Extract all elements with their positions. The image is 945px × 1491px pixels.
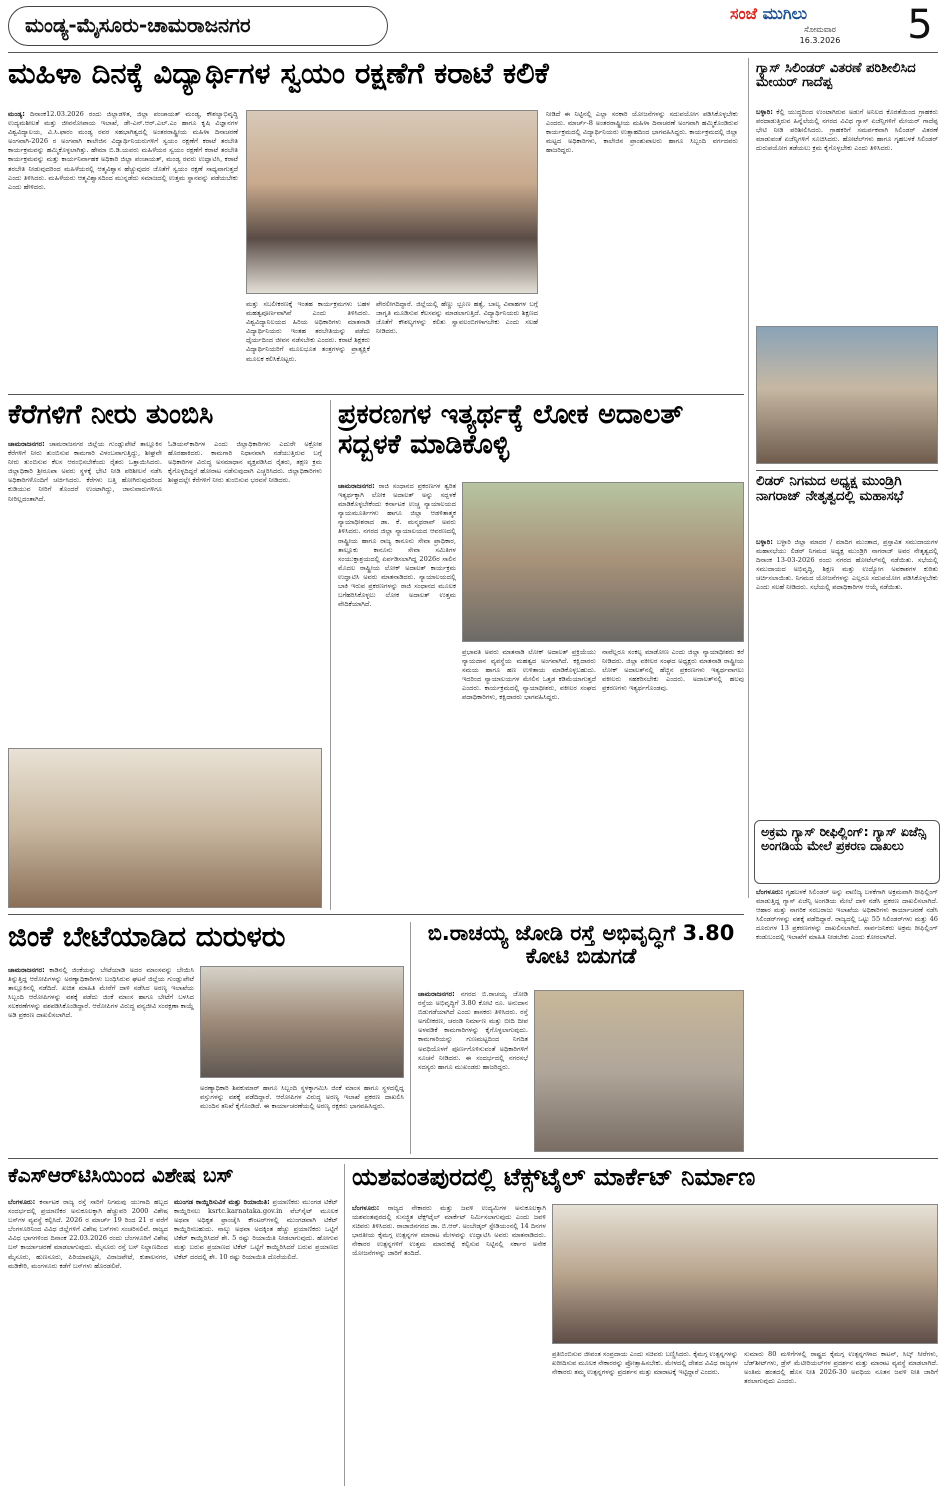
textile-col1-text: ರಾಜ್ಯದ ನೇಕಾರರು ಮತ್ತು ಜವಳಿ ಉದ್ಯಮಿಗಳ ಅನುಕೂಲಕ್ಕಾಗಿ ಯಶವಂತಪುರದಲ್ಲಿ ಸುಸಜ್ಜಿತ ಟೆಕ್ಸ್‌ಟೈಲ್ ಮಾರ್ಕೆಟ್ ನಿರ್ಮಿಸಲಾಗುವುದು ಎಂದು ಜವಳಿ ಸಚಿವರು ತಿಳಿಸಿದರು. ರಾಜಾಜಿನಗರದ ಡಾ. ಬಿ.ಆರ್. ಅಂಬೇಡ್ಕರ್ ಸ್ಟೇಡಿಯಂನಲ್ಲಿ 14 ದಿನಗಳ ಭಾರತೀಯ ಕೈಮಗ್ಗ ಉತ್ಪನ್ನಗಳ ಮಾರಾಟ ಮೇಳವನ್ನು ಉದ್ಘಾಟಿಸಿ ಅವರು ಮಾತನಾಡಿದರು. ನೇಕಾರರ ಉತ್ಪನ್ನಗಳಿಗೆ ಉತ್ತಮ ಮಾರುಕಟ್ಟೆ ಕಲ್ಪಿಸುವ ನಿಟ್ಟಿನಲ್ಲಿ ಸರ್ಕಾರ ಅನೇಕ ಯೋಜನೆಗಳನ್ನು ಜಾರಿಗೆ ತಂದಿದೆ.	[352, 1204, 546, 1258]
leader-body	[756, 538, 938, 814]
karate-dateline: ಮಂಡ್ಯ:	[8, 110, 25, 118]
issue-date: 16.3.2026	[799, 36, 841, 45]
textile-headline: ಯಶವಂತಪುರದಲ್ಲಿ ಟೆಕ್ಸ್‌ಟೈಲ್ ಮಾರ್ಕೆಟ್ ನಿರ್ಮಾಣ	[352, 1164, 756, 1191]
deer-body-text: ಕಾಡಿನಲ್ಲಿ ಜಿಂಕೆಯನ್ನು ಬೇಟೆಯಾಡಿ ಅದರ ಮಾಂಸವನ್ನು ಬೇಯಿಸಿ ತಿನ್ನುತ್ತಿದ್ದ ಆರೋಪಿಗಳನ್ನು ಅರಣ್ಯಾಧಿಕಾರಿಗಳು ಬಂಧಿಸಿರುವ ಘಟನೆ ಜಿಲ್ಲೆಯ ಗುಂಡ್ಲುಪೇಟೆ ತಾಲ್ಲೂಕಿನಲ್ಲಿ ನಡೆದಿದೆ. ಖಚಿತ ಮಾಹಿತಿ ಮೇರೆಗೆ ದಾಳಿ ನಡೆಸಿದ ಅರಣ್ಯ ಇಲಾಖೆಯ ಸಿಬ್ಬಂದಿ ಆರೋಪಿಗಳನ್ನು ವಶಕ್ಕೆ ಪಡೆದು ಜಿಂಕೆ ಮಾಂಸ ಹಾಗೂ ಬೇಟೆಗೆ ಬಳಸಿದ ಸಲಕರಣೆಗಳನ್ನು ವಶಪಡಿಸಿಕೊಂಡಿದ್ದಾರೆ. ಆರೋಪಿಗಳ ವಿರುದ್ಧ ವನ್ಯಜೀವಿ ಸಂರಕ್ಷಣಾ ಕಾಯ್ದೆ ಅಡಿ ಪ್ರಕರಣ ದಾಖಲಿಸಲಾಗಿದೆ.	[8, 966, 194, 1020]
leader-body-text: ಬಳ್ಳಾರಿ ಜಿಲ್ಲಾ ಮಾದರ / ಮಾದಿಗ ಮುಂತಾದ, ಪ್ರಸ್ತಾವಿತ ಸಮುದಾಯಗಳ ಮಹಾಸಭೆಯು ಲಿಡರ್ ನಿಗಮದ ಅಧ್ಯಕ್ಷ ಮುಂಡ್ರಿಗಿ ನಾಗರಾಜ್ ಅವರ ನೇತೃತ್ವದಲ್ಲಿ ದಿನಾಂಕ 13-03-2026 ರಂದು ನಗರದ ಹೋಟೆಲ್‌ನಲ್ಲಿ ನಡೆಯಿತು. ಸಭೆಯಲ್ಲಿ ಸಮುದಾಯದ ಅಭಿವೃದ್ಧಿ, ಶಿಕ್ಷಣ ಮತ್ತು ಉದ್ಯೋಗ ಅವಕಾಶಗಳ ಕುರಿತು ಚರ್ಚಿಸಲಾಯಿತು. ನಿಗಮದ ಯೋಜನೆಗಳನ್ನು ಎಲ್ಲರೂ ಸದುಪಯೋಗ ಪಡಿಸಿಕೊಳ್ಳಬೇಕು ಎಂದು ಸಲಹೆ ನೀಡಿದರು. ಸಭೆಯಲ್ಲಿ ಪದಾಧಿಕಾರಿಗಳ ಆಯ್ಕೆ ನಡೆಯಿತು.	[756, 538, 938, 592]
deer-caption: ಅರಣ್ಯಾಧಿಕಾರಿ ಶಿವಕುಮಾರ್ ಹಾಗೂ ಸಿಬ್ಬಂದಿ ಸ್ಥಳಕ್ಕಾಗಮಿಸಿ ಜಿಂಕೆ ಮಾಂಸ ಹಾಗೂ ಸ್ಥಳದಲ್ಲಿದ್ದ ವಸ್ತುಗಳನ್ನು ವಶಕ್ಕೆ ಪಡೆದಿದ್ದಾರೆ. ಆರೋಪಿಗಳ ವಿರುದ್ಧ ಅರಣ್ಯ ಇಲಾಖೆ ಪ್ರಕರಣ ದಾಖಲಿಸಿ ಮುಂದಿನ ತನಿಖೆ ಕೈಗೊಂಡಿದೆ. ಈ ಕಾರ್ಯಾಚರಣೆಯಲ್ಲಿ ಅರಣ್ಯ ರಕ್ಷಕರು ಭಾಗವಹಿಸಿದ್ದರು.	[200, 1084, 404, 1111]
column-divider	[330, 400, 331, 910]
region-title: ಮಂಡ್ಯ-ಮೈಸೂರು-ಚಾಮರಾಜನಗರ	[25, 13, 251, 37]
page-number: 5	[907, 2, 933, 48]
karate-body-col2: ಮತ್ತು ಸಬಲೀಕರಣಕ್ಕೆ ಇಂತಹ ಕಾರ್ಯಕ್ರಮಗಳು ಬಹಳ ಮಹತ್ವಪೂರ್ಣವಾಗಿವೆ ಎಂದು ತಿಳಿಸಿದರು. ವಿಶ್ವವಿದ್ಯಾನಿಲಯದ ಹಿರಿಯ ಅಧಿಕಾರಿಗಳು ಮಾತನಾಡಿ ವಿದ್ಯಾರ್ಥಿನಿಯರು ಇಂತಹ ತರಬೇತಿಯನ್ನು ಪಡೆದು ಧೈರ್ಯದಿಂದ ಜೀವನ ನಡೆಸಬೇಕು ಎಂದರು. ಕರಾಟೆ ಶಿಕ್ಷಕರು ವಿದ್ಯಾರ್ಥಿನಿಯರಿಗೆ ಮೂಲಭೂತ ತಂತ್ರಗಳನ್ನು ಪ್ರಾತ್ಯಕ್ಷಿಕೆ ಮೂಲಕ ಕಲಿಸಿಕೊಟ್ಟರು.	[246, 300, 370, 363]
gas-dateline: ಬಳ್ಳಾರಿ:	[756, 108, 773, 116]
leader-headline: ಲಿಡರ್ ನಿಗಮದ ಅಧ್ಯಕ್ಷ ಮುಂಡ್ರಿಗಿ ನಾಗರಾಜ್ ನೇತೃತ್ವದಲ್ಲಿ ಮಹಾಸಭೆ	[756, 474, 904, 504]
brand-sanje: ಸಂಜೆ	[730, 4, 757, 23]
issue-day: ಸೋಮವಾರ	[804, 25, 836, 34]
karate-body-col1	[8, 110, 238, 390]
lok-adalat-dateline: ಚಾಮರಾಜನಗರ:	[338, 482, 375, 490]
ksrtc-col2-text: ಪ್ರಯಾಣಿಕರು ಮುಂಗಡ ಟಿಕೆಟ್ ಕಾಯ್ದಿರಿಸಲು ksrtc.karnataka.gov.in ವೆಬ್‌ಸೈಟ್ ಮೂಲಕ ಅಥವಾ ಅಧಿಕೃತ ಫ್ರಾಂಚೈಸಿ ಕೌಂಟರ್‌ಗಳಲ್ಲಿ ಮುಂಗಡವಾಗಿ ಟಿಕೆಟ್ ಕಾಯ್ದಿರಿಸಬಹುದು. ನಾಲ್ಕು ಅಥವಾ ಅದಕ್ಕಿಂತ ಹೆಚ್ಚು ಪ್ರಯಾಣಿಕರು ಒಟ್ಟಿಗೆ ಟಿಕೆಟ್ ಕಾಯ್ದಿರಿಸಿದರೆ ಶೇ. 5 ರಷ್ಟು ರಿಯಾಯಿತಿ ನೀಡಲಾಗುವುದು. ಹೋಗುವ ಮತ್ತು ಬರುವ ಪ್ರಯಾಣದ ಟಿಕೆಟ್ ಒಟ್ಟಿಗೆ ಕಾಯ್ದಿರಿಸಿದರೆ ಬರುವ ಪ್ರಯಾಣದ ಟಿಕೆಟ್ ದರದಲ್ಲಿ ಶೇ. 10 ರಷ್ಟು ರಿಯಾಯಿತಿ ದೊರೆಯಲಿದೆ.	[174, 1198, 338, 1261]
road-body	[418, 990, 528, 1152]
masthead-logo	[730, 4, 900, 24]
gas-headline: ಗ್ಯಾಸ್ ಸಿಲಿಂಡರ್ ವಿತರಣೆ ಪರಿಶೀಲಿಸಿದ ಮೇಯರ್ ಗಾದೆಪ್ಪ	[756, 62, 916, 91]
karate-col1-text: ದಿನಾಂಕ12.03.2026 ರಂದು ಜಿಲ್ಲಾಡಳಿತ, ಜಿಲ್ಲಾ ಪಂಚಾಯತ್ ಮಂಡ್ಯ, ಕೌಶಲ್ಯಾಭಿವೃದ್ಧಿ ಉದ್ಯಮಶೀಲತೆ ಮತ್ತು ಜೀವನೋಪಾಯ ಇಲಾಖೆ, ಡೇ-ಎನ್.ಆರ್.ಎಲ್.ಎಂ ಹಾಗೂ ಕೃಷಿ ವಿಜ್ಞಾನಗಳ ವಿಶ್ವವಿದ್ಯಾಲಯ, ವಿ.ಸಿ.ಫಾರಂ ಮಂಡ್ಯ ರವರ ಸಹಭಾಗಿತ್ವದಲ್ಲಿ ಅಂತರರಾಷ್ಟ್ರೀಯ ಮಹಿಳಾ ದಿನಾಚರಣೆ ಅಂಗವಾಗಿ-2026 ರ ಅಂಗವಾಗಿ ಕಾಲೇಜಿನ ವಿದ್ಯಾರ್ಥಿನಿಯರುಗಳಿಗೆ ಸ್ವಯಂ ರಕ್ಷಣೆಗೆ ಕರಾಟೆ ತರಬೇತಿ ಕಾರ್ಯಕ್ರಮವನ್ನು ಹಮ್ಮಿಕೊಳ್ಳಲಾಗಿತ್ತು. ಹೇಮಾ ಬಿ.ಡಿ.ಯವರು ಮಹಿಳೆಯರ ಸ್ವಯಂ ರಕ್ಷಣೆಗೆ ಕರಾಟೆ ತರಬೇತಿ ಕಾರ್ಯಕ್ರಮವನ್ನು ಮತ್ತು ಕಾರ್ಯನಿರ್ವಾಹಕ ಅಧಿಕಾರಿ ಜಿಲ್ಲಾ ಪಂಚಾಯತ್, ಮಂಡ್ಯ ರವರು ಉದ್ಘಾಟಿಸಿ, ಕರಾಟೆ ತರಬೇತಿ ನೀಡುವುದರಿಂದ ಮಹಿಳೆಯರಲ್ಲಿ ಆತ್ಮವಿಶ್ವಾಸ ಹೆಚ್ಚುವುದರ ಜೊತೆಗೆ ಸ್ವಯಂ ರಕ್ಷಣೆ ಸಾಧ್ಯವಾಗುತ್ತದೆ ಎಂದು ತಿಳಿಸಿದರು. ಮಹಿಳೆಯರು ಆತ್ಮವಿಶ್ವಾಸದಿಂದ ಮುನ್ನಡೆದು ಸಮಾಜದಲ್ಲಿ ಉತ್ತಮ ಸ್ಥಾನವನ್ನು ಪಡೆಯಬೇಕು ಎಂದು ಹೇಳಿದರು.	[8, 110, 238, 191]
deer-body	[8, 966, 194, 1152]
brand-mugilu: ಮುಗಿಲು	[762, 4, 808, 23]
textile-body-col1	[352, 1204, 546, 1486]
lok-adalat-photo	[462, 482, 744, 642]
column-divider	[410, 922, 411, 1154]
divider	[8, 394, 744, 395]
karate-body-col4: ನೀಡಿದೆ ಈ ನಿಟ್ಟಿನಲ್ಲಿ ಎಲ್ಲಾ ಸರಕಾರಿ ಯೋಜನೆಗಳನ್ನು ಸದುಪಯೋಗ ಪಡಿಸಿಕೊಳ್ಳಬೇಕು ಎಂದರು. ಮಾರ್ಚ್-8 ಅಂತರರಾಷ್ಟ್ರೀಯ ಮಹಿಳಾ ದಿನಾಚರಣೆ ಅಂಗವಾಗಿ ಹಮ್ಮಿಕೊಂಡಿರುವ ಕಾರ್ಯಕ್ರಮದಲ್ಲಿ ವಿದ್ಯಾರ್ಥಿನಿಯರು ಉತ್ಸಾಹದಿಂದ ಭಾಗವಹಿಸಿದ್ದರು. ಕಾರ್ಯಕ್ರಮದಲ್ಲಿ ಜಿಲ್ಲಾ ಮಟ್ಟದ ಅಧಿಕಾರಿಗಳು, ಕಾಲೇಜಿನ ಪ್ರಾಂಶುಪಾಲರು ಹಾಗೂ ಸಿಬ್ಬಂದಿ ವರ್ಗದವರು ಹಾಜರಿದ್ದರು.	[546, 110, 738, 155]
illegal-gas-body-text: ಗೃಹಬಳಕೆ ಸಿಲಿಂಡರ್ ಅನ್ನು ವಾಣಿಜ್ಯ ಬಳಕೆಗಾಗಿ ಅಕ್ರಮವಾಗಿ ರೀಫಿಲ್ಲಿಂಗ್ ಮಾಡುತ್ತಿದ್ದ ಗ್ಯಾಸ್ ಏಜೆನ್ಸಿ ಅಂಗಡಿಯ ಮೇಲೆ ದಾಳಿ ನಡೆಸಿ ಪ್ರಕರಣ ದಾಖಲಿಸಲಾಗಿದೆ. ಆಹಾರ ಮತ್ತು ನಾಗರಿಕ ಸರಬರಾಜು ಇಲಾಖೆಯ ಅಧಿಕಾರಿಗಳು ಕಾರ್ಯಾಚರಣೆ ನಡೆಸಿ ಸಿಲಿಂಡರ್‌ಗಳನ್ನು ವಶಕ್ಕೆ ಪಡೆದಿದ್ದಾರೆ. ರಾಜ್ಯದಲ್ಲಿ ಒಟ್ಟು 55 ಸಿಲಿಂಡರ್‌ಗಳು ಮತ್ತು 46 ದೂರುಗಳ 13 ಪ್ರಕರಣಗಳನ್ನು ದಾಖಲಿಸಲಾಗಿದೆ. ಸಾರ್ವಜನಿಕರು ಅಕ್ರಮ ರೀಫಿಲ್ಲಿಂಗ್ ಕಂಡುಬಂದಲ್ಲಿ ಇಲಾಖೆಗೆ ಮಾಹಿತಿ ನೀಡಬೇಕು ಎಂದು ಕೋರಲಾಗಿದೆ.	[756, 888, 938, 942]
textile-body-col3: ಸುಮಾರು 80 ಮಳಿಗೆಗಳಲ್ಲಿ ರಾಷ್ಟ್ರದ ಕೈಮಗ್ಗ ಉತ್ಪನ್ನಗಳಾದ ಕಾಟನ್, ಸಿಲ್ಕ್ ಸೀರೆಗಳು, ಬೆಡ್‌ಶೀಟ್‌ಗಳು, ಡ್ರೆಸ್ ಮೆಟೀರಿಯಲ್‌ಗಳ ಪ್ರದರ್ಶನ ಮತ್ತು ಮಾರಾಟ ವ್ಯವಸ್ಥೆ ಮಾಡಲಾಗಿದೆ. ಅಂತಿಮ ಹಂತದಲ್ಲಿ ಹೊಸ ನೀತಿ 2026-30 ಅವಧಿಯ ನೂತನ ಜವಳಿ ನೀತಿ ಜಾರಿಗೆ ತರಲಾಗುವುದು ಎಂದರು.	[744, 1350, 938, 1386]
ksrtc-body-col2	[174, 1198, 338, 1486]
gas-photo	[756, 326, 938, 464]
lake-body-col1	[8, 440, 162, 740]
divider	[8, 1158, 938, 1159]
road-dateline: ಚಾಮರಾಜನಗರ:	[418, 990, 455, 998]
ksrtc-subhead: ಮುಂಗಡ ಕಾಯ್ದಿರಿಸುವಿಕೆ ಮತ್ತು ರಿಯಾಯಿತಿ:	[174, 1198, 270, 1206]
lok-adalat-col1-text: ರಾಜಿ ಸಂಧಾನದ ಪ್ರಕರಣಗಳ ತ್ವರಿತ ಇತ್ಯರ್ಥಕ್ಕಾಗಿ ಲೋಕ ಅದಾಲತ್ ಅನ್ನು ಸದ್ಬಳಕೆ ಮಾಡಿಕೊಳ್ಳಬೇಕೆಂದು ಕರ್ನಾಟಕ ಉಚ್ಚ ನ್ಯಾಯಾಲಯದ ನ್ಯಾಯಮೂರ್ತಿಗಳು ಹಾಗೂ ಜಿಲ್ಲಾ ಆಡಳಿತಾತ್ಮಕ ನ್ಯಾಯಾಧೀಶರಾದ ಡಾ. ಕೆ. ಮನ್ಮಥರಾವ್ ಅವರು ತಿಳಿಸಿದರು. ನಗರದ ಜಿಲ್ಲಾ ನ್ಯಾಯಾಲಯದ ಆವರಣದಲ್ಲಿ ರಾಷ್ಟ್ರೀಯ ಹಾಗೂ ರಾಜ್ಯ ಕಾನೂನು ಸೇವಾ ಪ್ರಾಧಿಕಾರ, ತಾಲ್ಲೂಕು ಕಾನೂನು ಸೇವಾ ಸಮಿತಿಗಳ ಸಂಯುಕ್ತಾಶ್ರಯದಲ್ಲಿ ಏರ್ಪಡಿಸಲಾಗಿದ್ದ 2026ರ ಸಾಲಿನ ಮೊದಲ ರಾಷ್ಟ್ರೀಯ ಲೋಕ್ ಅದಾಲತ್ ಕಾರ್ಯಕ್ರಮ ಉದ್ಘಾಟಿಸಿ ಅವರು ಮಾತನಾಡಿದರು. ನ್ಯಾಯಾಲಯದಲ್ಲಿ ಬಾಕಿ ಇರುವ ಪ್ರಕರಣಗಳನ್ನು ರಾಜಿ ಸಂಧಾನದ ಮೂಲಕ ಬಗೆಹರಿಸಿಕೊಳ್ಳಲು ಲೋಕ ಅದಾಲತ್ ಉತ್ತಮ ವೇದಿಕೆಯಾಗಿದೆ.	[338, 482, 456, 609]
deer-photo	[200, 966, 404, 1078]
leader-dateline: ಬಳ್ಳಾರಿ:	[756, 538, 773, 546]
karate-body-col3: ಪೇರಲೀಗದಿದ್ದಾರೆ. ಜಿಲ್ಲೆಯಲ್ಲಿ ಹೆಣ್ಣು ಭ್ರೂಣ ಹತ್ಯೆ, ಬಾಲ್ಯ ವಿವಾಹಗಳ ಬಗ್ಗೆ ಜಾಗೃತಿ ಮೂಡಿಸುವ ಕೆಲಸವನ್ನು ಮಾಡಲಾಗುತ್ತಿದೆ. ವಿದ್ಯಾರ್ಥಿನಿಯರು ಶಿಕ್ಷಣದ ಜೊತೆಗೆ ಕೌಶಲ್ಯಗಳನ್ನು ಕಲಿತು ಸ್ವಾವಲಂಬಿಗಳಾಗಬೇಕು ಎಂದು ಸಲಹೆ ನೀಡಿದರು.	[376, 300, 538, 336]
karate-photo	[246, 110, 538, 294]
ksrtc-col1-text: ಕರ್ನಾಟಕ ರಾಜ್ಯ ರಸ್ತೆ ಸಾರಿಗೆ ನಿಗಮವು ಯುಗಾದಿ ಹಬ್ಬದ ಸಂದರ್ಭದಲ್ಲಿ ಪ್ರಯಾಣಿಕರ ಅನುಕೂಲಕ್ಕಾಗಿ ಹೆಚ್ಚುವರಿ 2000 ವಿಶೇಷ ಬಸ್‌ಗಳ ವ್ಯವಸ್ಥೆ ಕಲ್ಪಿಸಿದೆ. 2026 ರ ಮಾರ್ಚ್ 19 ರಿಂದ 21 ರ ವರೆಗೆ ಬೆಂಗಳೂರಿನಿಂದ ವಿವಿಧ ಜಿಲ್ಲೆಗಳಿಗೆ ವಿಶೇಷ ಬಸ್‌ಗಳು ಸಂಚರಿಸಲಿವೆ. ರಾಜ್ಯದ ವಿವಿಧ ಭಾಗಗಳಿಂದ ದಿನಾಂಕ 22.03.2026 ರಂದು ಬೆಂಗಳೂರಿಗೆ ವಿಶೇಷ ಬಸ್ ಕಾರ್ಯಾಚರಣೆ ಮಾಡಲಾಗುವುದು. ಮೈಸೂರು ರಸ್ತೆ ಬಸ್ ನಿಲ್ದಾಣದಿಂದ ಮೈಸೂರು, ಹುಣಸೂರು, ಪಿರಿಯಾಪಟ್ಟಣ, ವಿರಾಜಪೇಟೆ, ಕುಶಾಲನಗರ, ಮಡಿಕೇರಿ, ಮಂಗಳೂರು ಕಡೆಗೆ ಬಸ್‌ಗಳು ಹೊರಡಲಿವೆ.	[8, 1198, 168, 1270]
divider	[8, 914, 744, 915]
divider	[756, 470, 938, 471]
lake-headline: ಕೆರೆಗಳಿಗೆ ನೀರು ತುಂಬಿಸಿ	[8, 400, 214, 430]
ksrtc-body-col1	[8, 1198, 168, 1486]
deer-headline: ಜಿಂಕೆ ಬೇಟೆಯಾಡಿದ ದುರುಳರು	[8, 922, 286, 953]
gas-body-text: ಕೆಲ್ಲಿ ಯುದ್ಧದಿಂದ ಉಂಟಾಗಿರುವ ಅಡುಗೆ ಅನಿಲದ ಕೊರತೆಯಿಂದ ಗ್ರಾಹಕರು ಪರದಾಡುತ್ತಿರುವ ಹಿನ್ನೆಲೆಯಲ್ಲಿ ನಗರದ ವಿವಿಧ ಗ್ಯಾಸ್ ಏಜೆನ್ಸಿಗಳಿಗೆ ಮೇಯರ್ ಗಾದೆಪ್ಪ ಭೇಟಿ ನೀಡಿ ಪರಿಶೀಲಿಸಿದರು. ಗ್ರಾಹಕರಿಗೆ ಸಮರ್ಪಕವಾಗಿ ಸಿಲಿಂಡರ್ ವಿತರಣೆ ಮಾಡುವಂತೆ ಏಜೆನ್ಸಿಗಳಿಗೆ ಸೂಚಿಸಿದರು. ಹೋಟೆಲ್‌ಗಳು ಹಾಗೂ ಗೃಹಬಳಕೆ ಸಿಲಿಂಡರ್ ದುರುಪಯೋಗ ತಡೆಯಲು ಕ್ರಮ ಕೈಗೊಳ್ಳಬೇಕು ಎಂದು ತಿಳಿಸಿದರು.	[756, 108, 938, 153]
road-headline: ಬಿ.ರಾಚಯ್ಯ ಜೋಡಿ ರಸ್ತೆ ಅಭಿವೃದ್ಧಿಗೆ 3.80 ಕೋಟಿ ಬಿಡುಗಡೆ	[427, 922, 735, 969]
textile-photo	[552, 1204, 938, 1344]
karate-headline: ಮಹಿಳಾ ದಿನಕ್ಕೆ ವಿದ್ಯಾರ್ಥಿಗಳ ಸ್ವಯಂ ರಕ್ಷಣೆಗೆ ಕರಾಟೆ ಕಲಿಕೆ	[8, 58, 549, 90]
region-banner	[8, 6, 388, 46]
lok-adalat-headline: ಪ್ರಕರಣಗಳ ಇತ್ಯರ್ಥಕ್ಕೆ ಲೋಕ ಅದಾಲತ್ ಸದ್ಬಳಕೆ ಮಾಡಿಕೊಳ್ಳಿ	[338, 400, 684, 460]
illegal-gas-headline-box	[754, 820, 940, 884]
ksrtc-dateline: ಬೆಂಗಳೂರು:	[8, 1198, 36, 1206]
lok-adalat-body-col1	[338, 482, 456, 908]
lok-adalat-body-col3: ನಾವೆಲ್ಲರೂ ಸಂಕಲ್ಪ ಮಾಡೋಣ ಎಂದು ಜಿಲ್ಲಾ ನ್ಯಾಯಾಧೀಶರು ಕರೆ ನೀಡಿದರು. ಜಿಲ್ಲಾ ವಕೀಲರ ಸಂಘದ ಅಧ್ಯಕ್ಷರು ಮಾತನಾಡಿ ರಾಷ್ಟ್ರೀಯ ಲೋಕ್ ಅದಾಲತ್‌ನಲ್ಲಿ ಹೆಚ್ಚಿನ ಪ್ರಕರಣಗಳು ಇತ್ಯರ್ಥವಾಗಲು ವಕೀಲರು ಸಹಕರಿಸಬೇಕು ಎಂದರು. ಅದಾಲತ್‌ನಲ್ಲಿ ಹಲವು ಪ್ರಕರಣಗಳು ಇತ್ಯರ್ಥಗೊಂಡವು.	[602, 648, 744, 693]
lake-col1-text: ಚಾಮರಾಜನಗರ ಜಿಲ್ಲೆಯ ಗುಂಡ್ಲುಪೇಟೆ ತಾಲ್ಲೂಕಿನ ಕೆರೆಗಳಿಗೆ ನೀರು ತುಂಬಿಸುವ ಕಾಮಗಾರಿ ವಿಳಂಬವಾಗುತ್ತಿದ್ದು, ಶೀಘ್ರವೇ ನೀರು ತುಂಬಿಸುವ ಕೆಲಸ ಆರಂಭಿಸಬೇಕೆಂದು ರೈತರು ಒತ್ತಾಯಿಸಿದರು. ಜಿಲ್ಲಾಧಿಕಾರಿ ಶ್ರೀರೂಪಾ ಅವರು ಸ್ಥಳಕ್ಕೆ ಭೇಟಿ ನೀಡಿ ಪರಿಶೀಲನೆ ನಡೆಸಿ ಅಧಿಕಾರಿಗಳೊಂದಿಗೆ ಚರ್ಚಿಸಿದರು. ಕೆರೆಗಳು ಬತ್ತಿ ಹೋಗಿರುವುದರಿಂದ ಕುಡಿಯುವ ನೀರಿಗೆ ತೊಂದರೆ ಉಂಟಾಗಿದ್ದು, ಜಾನುವಾರುಗಳಿಗೂ ನೀರಿಲ್ಲದಂತಾಗಿದೆ.	[8, 440, 162, 503]
illegal-gas-body	[756, 888, 938, 1150]
ksrtc-headline: ಕೆಎಸ್‌ಆರ್‌ಟಿಸಿಯಿಂದ ವಿಶೇಷ ಬಸ್	[8, 1164, 234, 1187]
column-divider	[748, 58, 749, 898]
road-body-text: ನಗರದ ಬಿ.ರಾಚಯ್ಯ ಜೋಡಿ ರಸ್ತೆಯ ಅಭಿವೃದ್ಧಿಗೆ 3.80 ಕೋಟಿ ರೂ. ಅನುದಾನ ಬಿಡುಗಡೆಯಾಗಿದೆ ಎಂದು ಶಾಸಕರು ತಿಳಿಸಿದರು. ರಸ್ತೆ ಅಗಲೀಕರಣ, ಚರಂಡಿ ನಿರ್ಮಾಣ ಮತ್ತು ಬೀದಿ ದೀಪ ಅಳವಡಿಕೆ ಕಾಮಗಾರಿಗಳನ್ನು ಕೈಗೊಳ್ಳಲಾಗುವುದು. ಕಾಮಗಾರಿಯನ್ನು ಗುಣಮಟ್ಟದಿಂದ ನಿಗದಿತ ಅವಧಿಯೊಳಗೆ ಪೂರ್ಣಗೊಳಿಸುವಂತೆ ಅಧಿಕಾರಿಗಳಿಗೆ ಸೂಚನೆ ನೀಡಿದರು. ಈ ಸಂದರ್ಭದಲ್ಲಿ ನಗರಸಭೆ ಸದಸ್ಯರು ಹಾಗೂ ಮುಖಂಡರು ಹಾಜರಿದ್ದರು.	[418, 990, 528, 1071]
lake-photo	[8, 748, 322, 908]
issue-date-block	[760, 24, 880, 46]
deer-dateline: ಚಾಮರಾಜನಗರ:	[8, 966, 45, 974]
lok-adalat-body-col2: ಪ್ರಭಾವತಿ ಅವರು ಮಾತನಾಡಿ ಲೋಕ್ ಅದಾಲತ್ ಪ್ರಕ್ರಿಯೆಯು ನ್ಯಾಯದಾನ ವ್ಯವಸ್ಥೆಯ ಮಹತ್ವದ ಅಂಗವಾಗಿದೆ. ಕಕ್ಷಿದಾರರು ಸಮಯ ಹಾಗೂ ಹಣ ಉಳಿತಾಯ ಮಾಡಿಕೊಳ್ಳಬಹುದು. ಇದರಿಂದ ನ್ಯಾಯಾಲಯಗಳ ಮೇಲಿನ ಒತ್ತಡ ಕಡಿಮೆಯಾಗುತ್ತದೆ ಎಂದರು. ಕಾರ್ಯಕ್ರಮದಲ್ಲಿ ನ್ಯಾಯಾಧೀಶರು, ವಕೀಲರ ಸಂಘದ ಪದಾಧಿಕಾರಿಗಳು, ಕಕ್ಷಿದಾರರು ಭಾಗವಹಿಸಿದ್ದರು.	[462, 648, 596, 702]
header-rule	[8, 52, 938, 53]
column-divider	[344, 1164, 345, 1486]
illegal-gas-dateline: ಬೆಂಗಳೂರು:	[756, 888, 784, 896]
illegal-gas-headline: ಅಕ್ರಮ ಗ್ಯಾಸ್ ರೀಫಿಲ್ಲಿಂಗ್: ಗ್ಯಾಸ್ ಏಜೆನ್ಸಿ ಅಂಗಡಿಯ ಮೇಲೆ ಪ್ರಕರಣ ದಾಖಲು	[761, 824, 926, 853]
lake-dateline: ಚಾಮರಾಜನಗರ:	[8, 440, 45, 448]
road-photo	[534, 990, 744, 1152]
gas-body	[756, 108, 938, 320]
textile-body-col2: ಪ್ರತಿಬಿಂಬಿಸುವ ಜೀವಂತ ಸಂಪ್ರದಾಯ ಎಂದು ಸಚಿವರು ಬಣ್ಣಿಸಿದರು. ಕೈಮಗ್ಗ ಉತ್ಪನ್ನಗಳನ್ನು ಖರೀದಿಸುವ ಮೂಲಕ ನೇಕಾರರನ್ನು ಪ್ರೋತ್ಸಾಹಿಸಬೇಕು. ಮೇಳದಲ್ಲಿ ದೇಶದ ವಿವಿಧ ರಾಜ್ಯಗಳ ನೇಕಾರರು ತಮ್ಮ ಉತ್ಪನ್ನಗಳನ್ನು ಪ್ರದರ್ಶನ ಮತ್ತು ಮಾರಾಟಕ್ಕೆ ಇಟ್ಟಿದ್ದಾರೆ ಎಂದರು.	[552, 1350, 738, 1377]
lake-body-col2: ಓಡಿಯನ್‌ಕಾರಿಗಳ ಎಂದು ಜಿಲ್ಲಾಧಿಕಾರಿಗಳು ಎದುರೇ ಅಕ್ರೋಶ ಹೊರಹಾಕಿದರು. ಕಾಮಗಾರಿ ನಿಧಾನವಾಗಿ ನಡೆಯುತ್ತಿರುವ ಬಗ್ಗೆ ಅಧಿಕಾರಿಗಳ ವಿರುದ್ಧ ಅಸಮಾಧಾನ ವ್ಯಕ್ತಪಡಿಸಿದ ರೈತರು, ತಕ್ಷಣ ಕ್ರಮ ಕೈಗೊಳ್ಳದಿದ್ದರೆ ಹೋರಾಟ ನಡೆಸುವುದಾಗಿ ಎಚ್ಚರಿಸಿದರು. ಜಿಲ್ಲಾಧಿಕಾರಿಗಳು ಶೀಘ್ರದಲ್ಲೇ ಕೆರೆಗಳಿಗೆ ನೀರು ತುಂಬಿಸುವ ಭರವಸೆ ನೀಡಿದರು.	[168, 440, 322, 485]
textile-dateline: ಬೆಂಗಳೂರು:	[352, 1204, 380, 1212]
